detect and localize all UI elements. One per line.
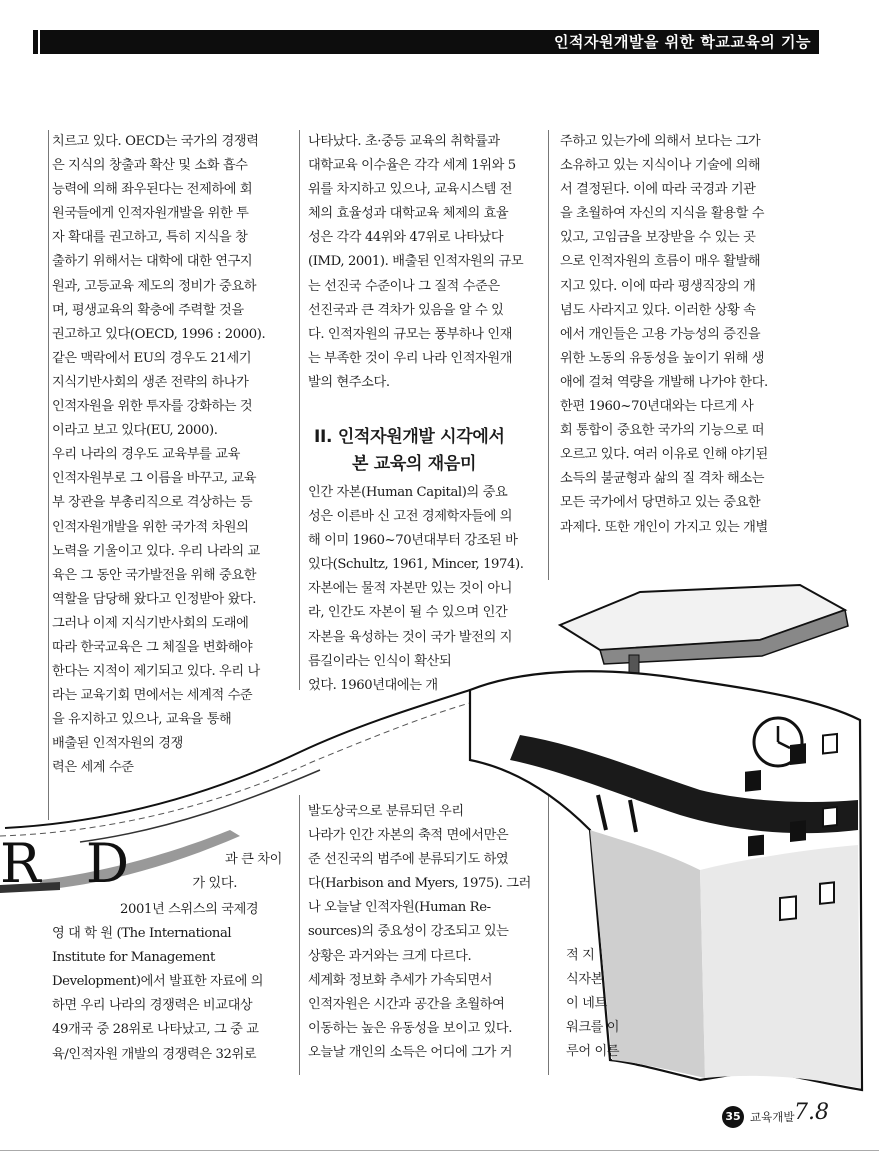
text-line: 워크를 이 xyxy=(566,1020,620,1036)
text-line: 성은 이른바 신 고전 경제학자들에 의 xyxy=(308,509,513,525)
text-line: 지식기반사회의 생존 전략의 하나가 xyxy=(52,374,249,390)
text-line: 우리 나라의 경우도 교육부를 교육 xyxy=(52,447,240,463)
text-line: Institute for Management xyxy=(52,950,215,966)
column-3-text xyxy=(560,130,810,540)
text-line: 이 네트 xyxy=(566,996,607,1012)
text-line: 과제다. 또한 개인이 가지고 있는 개별 xyxy=(560,519,768,535)
rd-logo: R D xyxy=(0,832,144,895)
text-line: 으로 인적자원의 흐름이 매우 활발해 xyxy=(560,254,761,270)
text-line: 자본에는 물적 자본만 있는 것이 아니 xyxy=(308,581,513,597)
text-line: 나타났다. 초·중등 교육의 취학률과 xyxy=(308,134,500,149)
column-1-continuation xyxy=(52,848,292,896)
text-line: 선진국과 큰 격차가 있음을 알 수 있 xyxy=(308,302,504,318)
text-line: 배출된 인적자원의 경쟁 xyxy=(52,736,183,752)
text-line: sources)의 중요성이 강조되고 있는 xyxy=(308,924,509,940)
issue-number: 7.8 xyxy=(794,1100,829,1125)
text-line: 름길이라는 인식이 확산되 xyxy=(308,653,452,669)
text-line: 역할을 담당해 왔다고 인정받아 왔다. xyxy=(52,591,257,607)
text-line: 지고 있다. 이에 따라 평생직장의 개 xyxy=(560,278,756,294)
text-line: 력은 세계 수준 xyxy=(52,760,134,776)
text-line: 해 이미 1960~70년대부터 강조된 바 xyxy=(308,533,518,549)
text-line: 육은 그 동안 국가발전을 위해 중요한 xyxy=(52,567,257,583)
column-3-lower-text xyxy=(566,944,656,1064)
text-line: Development)에서 발표한 자료에 의 xyxy=(52,974,264,990)
text-line: 노력을 기울이고 있다. 우리 나라의 교 xyxy=(52,543,260,559)
text-line: 능력에 의해 좌우된다는 전제하에 회 xyxy=(52,182,253,198)
text-line: 출하기 위해서는 대학에 대한 연구지 xyxy=(52,254,253,270)
magazine-name: 교육개발 xyxy=(750,1110,795,1124)
column-2-text xyxy=(308,130,544,395)
text-line: 적 지 xyxy=(566,948,595,963)
text-line: 영 대 학 원 (The International xyxy=(52,926,232,942)
column-1-lower-text xyxy=(52,898,292,1067)
text-line: 원국들에게 인적자원개발을 위한 투 xyxy=(52,206,249,222)
text-line: 하면 우리 나라의 경쟁력은 비교대상 xyxy=(52,998,253,1014)
text-line: 한편 1960~70년대와는 다르게 사 xyxy=(560,399,754,415)
text-line: 육/인적자원 개발의 경쟁력은 32위로 xyxy=(52,1046,257,1062)
text-line: 념도 사라지고 있다. 이러한 상황 속 xyxy=(560,302,756,318)
text-line: (IMD, 2001). 배출된 인적자원의 규모 xyxy=(308,254,524,270)
text-line: 회 통합이 중요한 국가의 기능으로 떠 xyxy=(560,423,765,439)
text-line: 준 선진국의 범주에 분류되기도 하였 xyxy=(308,852,509,868)
text-line: 세계화 정보화 추세가 가속되면서 xyxy=(308,972,493,988)
text-line: 며, 평생교육의 확충에 주력할 것을 xyxy=(52,302,244,318)
column-2-middle-text xyxy=(308,481,544,698)
text-line: 원과, 고등교육 제도의 정비가 중요하 xyxy=(52,278,257,294)
text-line: 49개국 중 28위로 나타났고, 그 중 교 xyxy=(52,1022,259,1038)
text-line: 라, 인간도 자본이 될 수 있으며 인간 xyxy=(308,605,508,621)
text-line: 발의 현주소다. xyxy=(308,374,390,390)
text-line: 는 선진국 수준이나 그 질적 수준은 xyxy=(308,278,500,294)
text-line: 2001년 스위스의 국제경 xyxy=(120,902,259,917)
text-line: 다. 인적자원의 규모는 풍부하나 인재 xyxy=(308,326,513,342)
text-line: 상황은 과거와는 크게 다르다. xyxy=(308,948,472,964)
text-line: 대학교육 이수율은 각각 세계 1위와 5 xyxy=(308,158,516,174)
text-line: 주하고 있는가에 의해서 보다는 그가 xyxy=(560,134,761,149)
text-line: 치르고 있다. OECD는 국가의 경쟁력 xyxy=(52,134,259,149)
text-line: 오르고 있다. 여러 이유로 인해 야기된 xyxy=(560,447,768,463)
text-line: 발도상국으로 분류되던 우리 xyxy=(308,804,464,819)
text-line: 위를 차지하고 있으나, 교육시스템 전 xyxy=(308,182,513,198)
text-line: 식자본 xyxy=(566,972,604,988)
text-line: 루어 이른 xyxy=(566,1044,620,1060)
text-line: 권고하고 있다(OECD, 1996 : 2000). xyxy=(52,326,266,342)
column-2-lower-text xyxy=(308,800,544,1065)
text-line: 오늘날 개인의 소득은 어디에 그가 거 xyxy=(308,1044,513,1060)
text-line: 은 지식의 창출과 확산 및 소화 흡수 xyxy=(52,158,248,174)
text-line: 인적자원개발을 위한 국가적 차원의 xyxy=(52,519,249,535)
bottom-rule xyxy=(0,1150,879,1151)
text-line: 가 있다. xyxy=(192,876,237,892)
text-line: 을 초월하여 자신의 지식을 활용할 수 xyxy=(560,206,765,222)
text-line: 서 결정된다. 이에 따라 국경과 기관 xyxy=(560,182,756,198)
text-line: 나라가 인간 자본의 축적 면에서만은 xyxy=(308,828,509,844)
text-line: 자 확대를 권고하고, 특히 지식을 창 xyxy=(52,230,248,246)
text-line: 있다(Schultz, 1961, Mincer, 1974). xyxy=(308,557,524,573)
text-line: 인간 자본(Human Capital)의 중요 xyxy=(308,485,508,500)
text-line: 한다는 지적이 제기되고 있다. 우리 나 xyxy=(52,664,260,680)
text-line: 따라 한국교육은 그 체질을 변화해야 xyxy=(52,639,253,655)
text-line: 나 오늘날 인적자원(Human Re- xyxy=(308,900,491,916)
text-line: 인적자원을 위한 투자를 강화하는 것 xyxy=(52,399,253,415)
text-line: 을 유지하고 있으나, 교육을 통해 xyxy=(52,712,232,728)
text-line: 위한 노동의 유동성을 높이기 위해 생 xyxy=(560,350,765,366)
text-line: 소유하고 있는 지식이나 기술에 의해 xyxy=(560,158,761,174)
text-line: 그러나 이제 지식기반사회의 도래에 xyxy=(52,615,249,631)
text-line: 부 장관을 부총리직으로 격상하는 등 xyxy=(52,495,253,511)
text-line: 었다. 1960년대에는 개 xyxy=(308,677,438,693)
section-title-line-2: 본 교육의 재음미 xyxy=(352,454,477,474)
text-line: 인적자원은 시간과 공간을 초월하여 xyxy=(308,996,505,1012)
text-line: 이라고 보고 있다(EU, 2000). xyxy=(52,423,218,439)
text-line: 체의 효율성과 대학교육 체제의 효율 xyxy=(308,206,509,222)
text-line: 인적자원부로 그 이름을 바꾸고, 교육 xyxy=(52,471,257,487)
section-title-line-1: II. 인적자원개발 시각에서 xyxy=(314,427,505,447)
text-line: 에서 개인들은 고용 가능성의 증진을 xyxy=(560,326,761,342)
running-header-title: 인적자원개발을 위한 학교교육의 기능 xyxy=(553,33,811,51)
text-line: 같은 맥락에서 EU의 경우도 21세기 xyxy=(52,350,252,366)
text-line: 다(Harbison and Myers, 1975). 그러 xyxy=(308,876,531,892)
page-number-badge: 35 xyxy=(722,1106,744,1128)
text-line: 자본을 육성하는 것이 국가 발전의 지 xyxy=(308,629,513,645)
text-line: 있고, 고임금을 보장받을 수 있는 곳 xyxy=(560,230,756,246)
text-line: 과 큰 차이 xyxy=(225,852,282,867)
text-line: 이동하는 높은 유동성을 보이고 있다. xyxy=(308,1020,513,1036)
text-line: 성은 각각 44위와 47위로 나타났다 xyxy=(308,230,504,246)
text-line: 애에 걸쳐 역량을 개발해 나가야 한다. xyxy=(560,374,768,390)
text-line: 는 부족한 것이 우리 나라 인적자원개 xyxy=(308,350,513,366)
column-1-text xyxy=(52,130,292,781)
text-line: 모든 국가에서 당면하고 있는 중요한 xyxy=(560,495,761,511)
text-line: 소득의 불균형과 삶의 질 격차 해소는 xyxy=(560,471,765,487)
text-line: 라는 교육기회 면에서는 세계적 수준 xyxy=(52,688,253,704)
